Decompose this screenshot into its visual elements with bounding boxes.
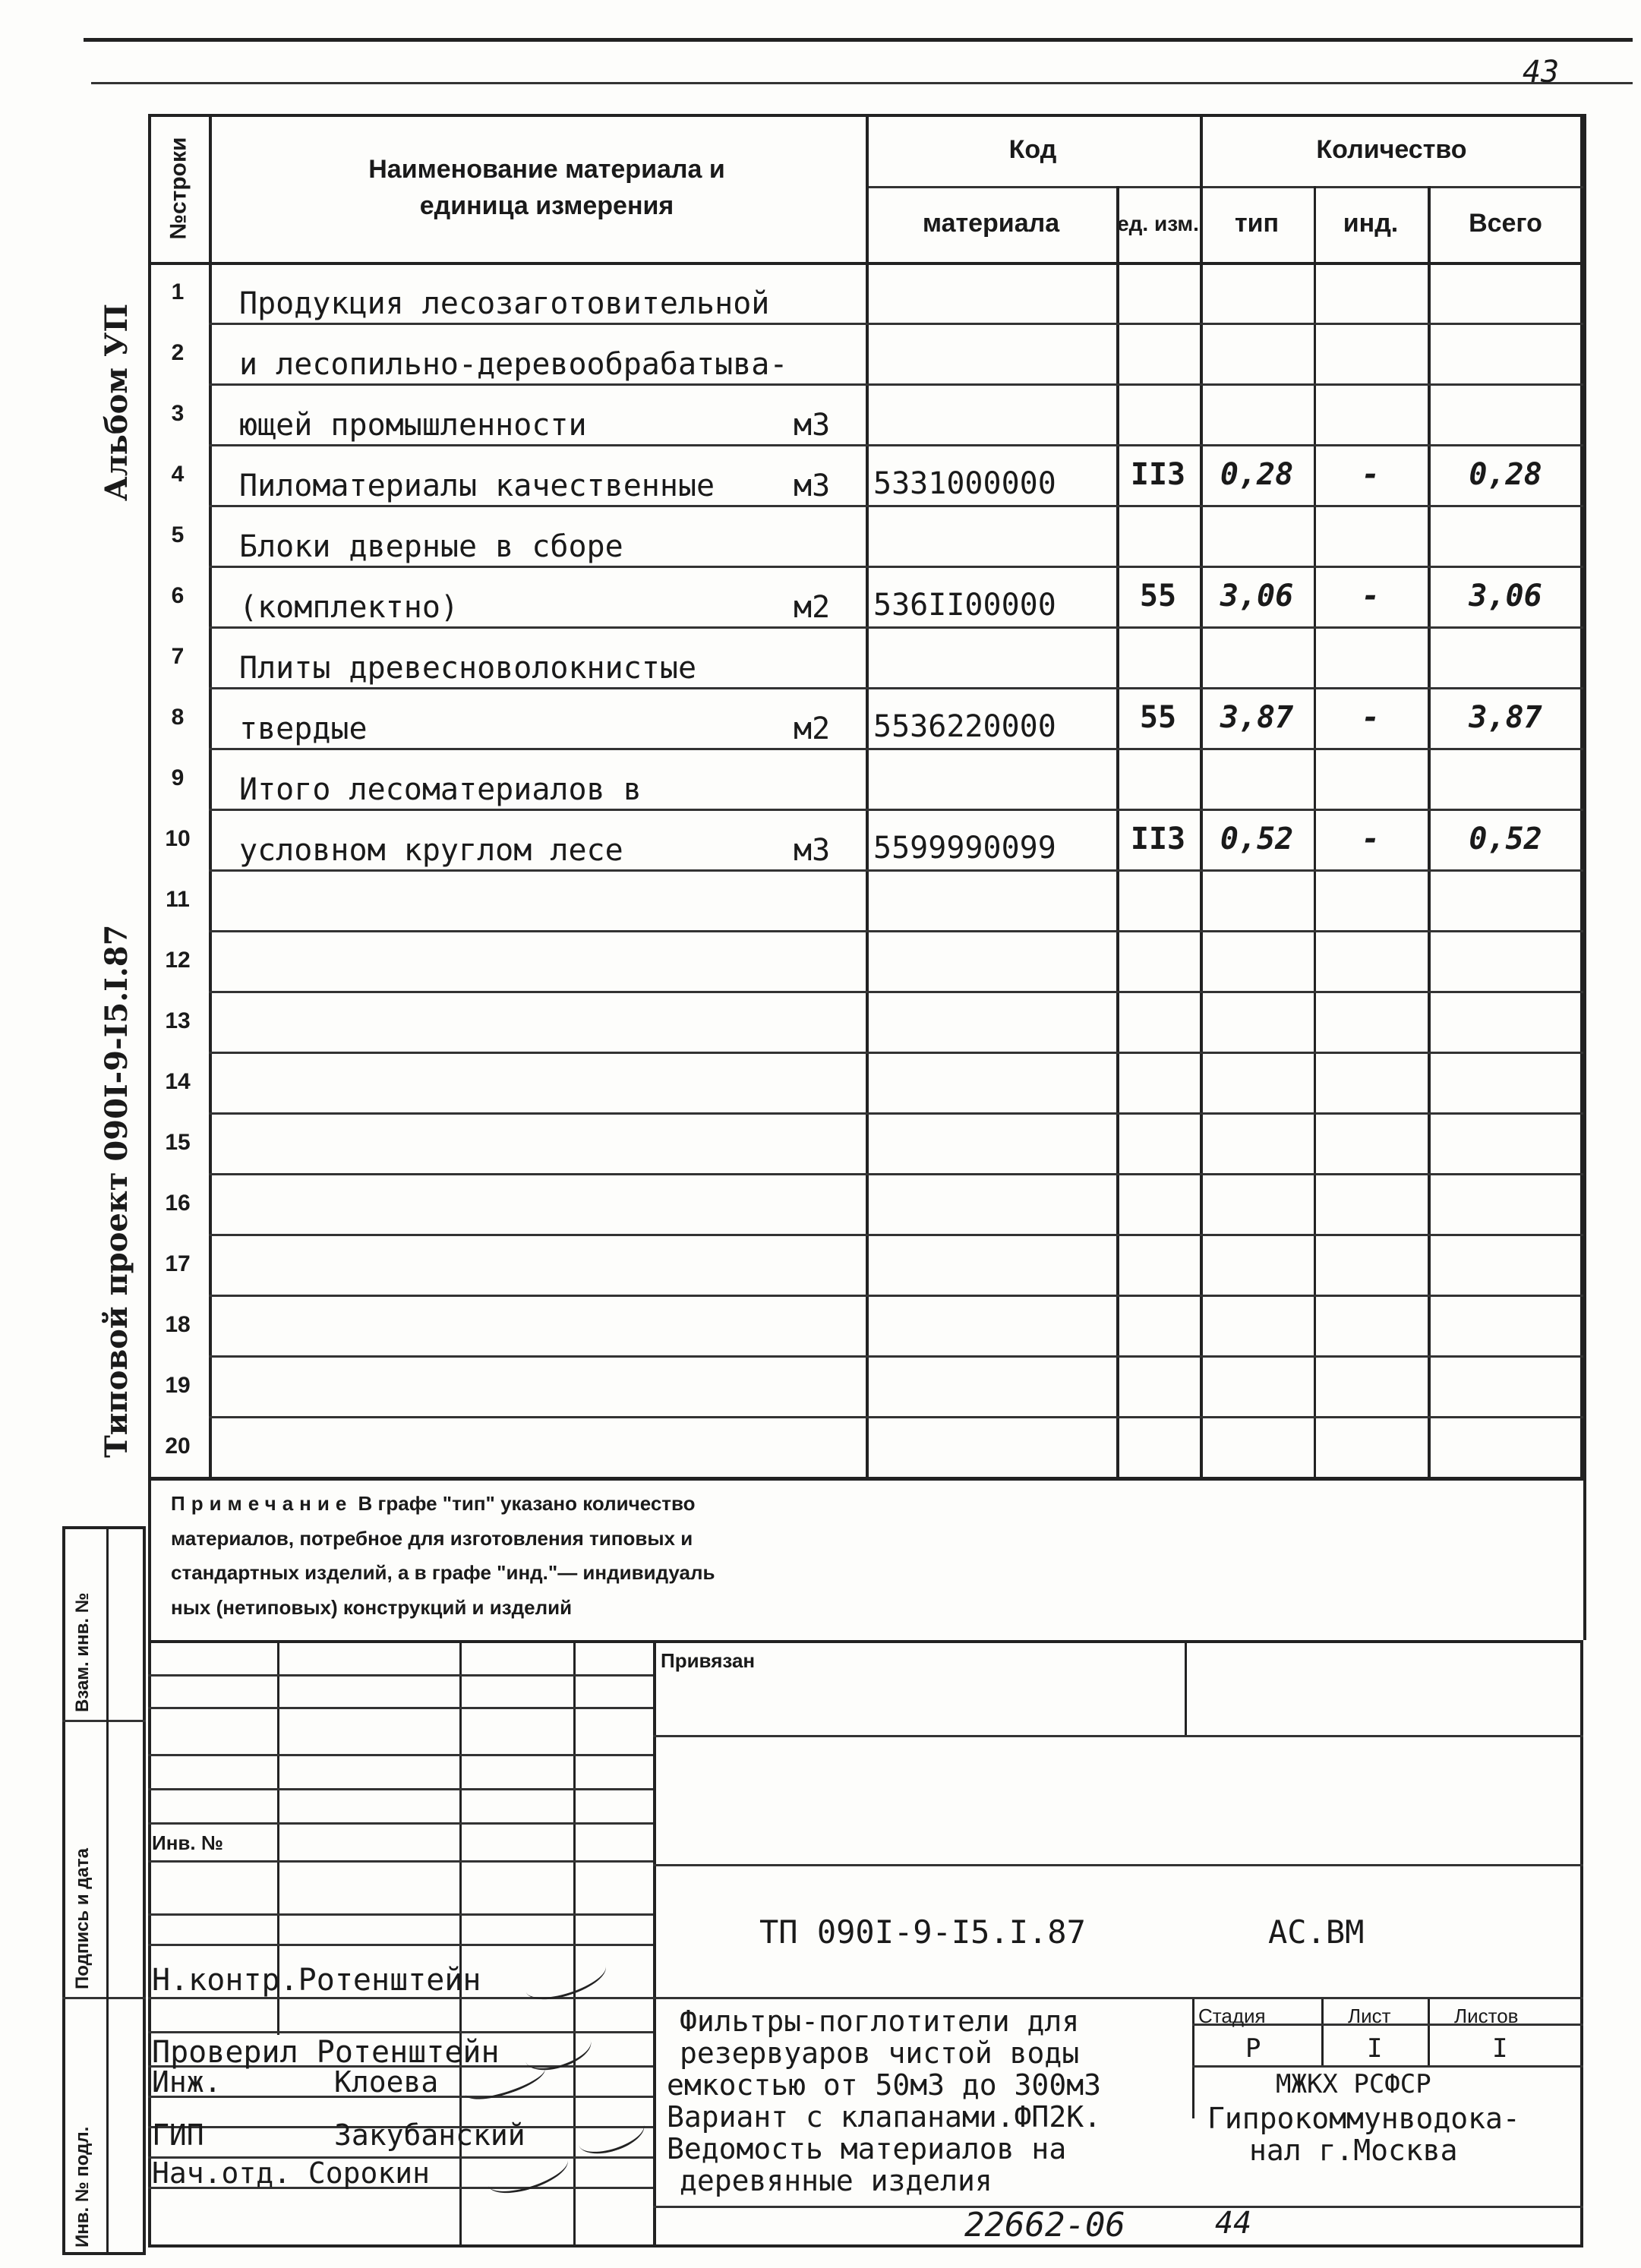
row-qty-typ: [1200, 1173, 1314, 1234]
title-block-line: [1192, 2065, 1583, 2068]
row-divider: [209, 444, 1583, 446]
section-code: АС.ВМ: [1268, 1913, 1365, 1951]
row-divider: [209, 1173, 1583, 1175]
row-qty-total: [1428, 626, 1583, 687]
row-qty-ind: [1314, 505, 1428, 566]
title-block-line: [148, 1860, 653, 1863]
title-block-line: [148, 1822, 653, 1825]
list-value: I: [1367, 2033, 1383, 2064]
row-qty-ind: [1314, 1355, 1428, 1416]
row-unit-code: [1116, 262, 1200, 323]
header-material: материала: [922, 209, 1060, 238]
title-block-line: [148, 1913, 653, 1916]
privyazan-label: Привязан: [661, 1649, 756, 1672]
row-number: 13: [165, 1008, 191, 1033]
row-number: 5: [171, 522, 185, 547]
row-name: Блоки дверные в сборе: [239, 529, 623, 564]
row-qty-total: [1428, 991, 1583, 1052]
row-unit-code: [1116, 505, 1200, 566]
row-divider: [209, 687, 1583, 689]
note-text-1: В графе "тип" указано количество: [352, 1492, 696, 1515]
row-divider: [209, 930, 1583, 932]
row-divider: [209, 383, 1583, 386]
row-qty-total: 3,87: [1469, 700, 1542, 735]
row-qty-ind: [1314, 383, 1428, 444]
row-number: 11: [166, 887, 190, 912]
row-qty-ind: [1314, 1295, 1428, 1355]
desc-3: емкостью от 50м3 до 300м3: [667, 2068, 1101, 2102]
row-divider: [209, 505, 1583, 507]
stadiya-label: Стадия: [1198, 2005, 1266, 2027]
row-divider: [209, 1112, 1583, 1115]
row-divider: [209, 1052, 1583, 1054]
row-qty-total: [1428, 1355, 1583, 1416]
table-bottom: [148, 1477, 1583, 1480]
row-qty-ind: [1314, 930, 1428, 991]
row-qty-ind: [1314, 1234, 1428, 1295]
row-qty-typ: [1200, 1112, 1314, 1173]
row-material-code: 536II00000: [873, 588, 1056, 623]
row-qty-total: [1428, 869, 1583, 930]
header-ind: инд.: [1343, 209, 1399, 238]
title-block-line: [148, 1707, 653, 1709]
title-block-line: [148, 1754, 653, 1756]
row-number: 18: [165, 1312, 191, 1337]
row-divider: [209, 991, 1583, 993]
row-qty-typ: 3,87: [1220, 700, 1294, 735]
row-number: 16: [165, 1191, 191, 1216]
nach-otd: Нач.отд. Сорокин: [152, 2156, 431, 2190]
row-qty-typ: [1200, 1234, 1314, 1295]
row-unit-code: [1116, 1234, 1200, 1295]
row-number: 10: [165, 826, 191, 851]
row-qty-typ: [1200, 748, 1314, 809]
podpis-data-label: Подпись и дата: [72, 1848, 93, 1989]
listov-label: Листов: [1454, 2005, 1519, 2027]
row-number: 20: [165, 1434, 191, 1459]
title-block-line: [653, 1735, 1583, 1737]
row-name: и лесопильно-деревообрабатыва-: [239, 347, 788, 382]
project-label: Типовой проект 090I-9-I5.I.87: [99, 924, 134, 1458]
row-unit-code: [1116, 1052, 1200, 1112]
footer-number: 44: [1215, 2206, 1252, 2241]
row-number: 14: [165, 1069, 191, 1094]
row-number: 19: [165, 1373, 191, 1398]
row-name: Итого лесоматериалов в: [239, 772, 642, 807]
header-typ: тип: [1234, 209, 1280, 238]
proveril: Проверил Ротенштейн: [152, 2035, 500, 2070]
row-material-code: 5536220000: [873, 709, 1056, 744]
row-name: (комплектно): [239, 590, 459, 625]
row-qty-total: [1428, 1234, 1583, 1295]
row-name: твердые: [239, 711, 368, 746]
row-qty-ind: [1314, 748, 1428, 809]
top-rule: [84, 38, 1633, 42]
note: [171, 1487, 1006, 1625]
row-qty-typ: [1200, 626, 1314, 687]
page-number: 43: [1523, 55, 1560, 90]
header-total: Всего: [1469, 209, 1542, 238]
row-divider: [209, 1234, 1583, 1236]
row-qty-typ: [1200, 1355, 1314, 1416]
footer-code: 22662-06: [964, 2206, 1125, 2244]
row-divider: [209, 1416, 1583, 1418]
header-quantity: Количество: [1316, 134, 1467, 164]
row-qty-total: [1428, 505, 1583, 566]
row-qty-typ: [1200, 1295, 1314, 1355]
row-unit-name: м2: [794, 590, 831, 625]
row-qty-total: [1428, 1112, 1583, 1173]
title-block-line: [148, 1788, 653, 1790]
desc-6: деревянные изделия: [680, 2164, 992, 2197]
vzam-inv-label: Взам. инв. №: [72, 1592, 93, 1712]
title-block-line: [653, 1864, 1583, 1866]
row-unit-name: м2: [794, 711, 831, 746]
row-qty-ind: [1314, 1173, 1428, 1234]
row-divider: [209, 809, 1583, 811]
note-text-3: стандартных изделий, а в графе "инд."— индивидуаль: [171, 1561, 715, 1584]
row-qty-ind: [1314, 626, 1428, 687]
row-qty-typ: [1200, 323, 1314, 383]
row-unit-code: [1116, 383, 1200, 444]
row-divider: [209, 566, 1583, 568]
row-material-code: 5331000000: [873, 466, 1056, 501]
row-number: 6: [171, 583, 185, 608]
row-number: 8: [171, 705, 185, 730]
row-number: 17: [165, 1251, 191, 1276]
row-qty-typ: [1200, 1416, 1314, 1477]
row-unit-code: 55: [1139, 579, 1177, 614]
row-qty-typ: [1200, 383, 1314, 444]
desc-4: Вариант с клапанами.ФП2К.: [667, 2100, 1101, 2134]
row-unit-code: [1116, 323, 1200, 383]
row-qty-typ: 3,06: [1220, 579, 1294, 614]
row-qty-ind: [1314, 323, 1428, 383]
row-qty-typ: [1200, 505, 1314, 566]
row-name: ющей промышленности: [239, 408, 587, 443]
row-divider: [209, 1295, 1583, 1297]
row-unit-code: [1116, 991, 1200, 1052]
listov-value: I: [1492, 2033, 1508, 2064]
row-number: 12: [165, 948, 191, 973]
row-unit-code: [1116, 1355, 1200, 1416]
org-line-3: нал г.Москва: [1249, 2134, 1458, 2167]
row-unit-name: м3: [794, 408, 831, 443]
row-unit-code: [1116, 748, 1200, 809]
row-qty-ind: -: [1361, 822, 1381, 856]
row-name: Пиломатериалы качественные: [239, 468, 715, 503]
title-block-line: [653, 1997, 1583, 1999]
gip-label: ГИП: [152, 2118, 204, 2152]
header-unit: ед. изм.: [1117, 211, 1199, 235]
row-unit-code: II3: [1130, 457, 1186, 492]
org-line-2: Гипрокоммунводока-: [1207, 2102, 1520, 2135]
desc-1: Фильтры-поглотители для: [680, 2005, 1080, 2038]
header-code: Код: [1008, 134, 1057, 164]
row-unit-code: 55: [1139, 700, 1177, 735]
row-divider: [209, 323, 1583, 325]
row-number: 4: [171, 462, 185, 487]
title-block-line: [148, 1944, 653, 1946]
org-line-1: МЖКХ РСФСР: [1276, 2069, 1431, 2099]
row-divider: [209, 748, 1583, 750]
row-qty-total: [1428, 748, 1583, 809]
row-unit-code: [1116, 1295, 1200, 1355]
row-name: Продукция лесозаготовительной: [239, 286, 770, 321]
row-qty-total: [1428, 262, 1583, 323]
row-qty-total: [1428, 383, 1583, 444]
row-name: условном круглом лесе: [239, 833, 623, 868]
header-row-no: №строки: [166, 137, 191, 239]
header-name: Наименование материала и единица измерения: [368, 154, 725, 220]
inv-no-label: Инв. №: [152, 1831, 223, 1854]
row-unit-code: [1116, 1112, 1200, 1173]
note-text-4: ных (нетиповых) конструкций и изделий: [171, 1595, 573, 1619]
row-qty-typ: [1200, 869, 1314, 930]
row-divider: [209, 626, 1583, 629]
stadiya-value: Р: [1245, 2033, 1261, 2064]
row-qty-ind: [1314, 869, 1428, 930]
row-qty-ind: [1314, 1416, 1428, 1477]
row-unit-code: [1116, 1173, 1200, 1234]
row-qty-total: [1428, 1295, 1583, 1355]
inv-podl-label: Инв. № подл.: [72, 2126, 93, 2247]
n-kontr: Н.контр.Ротенштейн: [152, 1963, 481, 1998]
row-qty-typ: [1200, 1052, 1314, 1112]
row-qty-ind: [1314, 1112, 1428, 1173]
note-text-2: материалов, потребное для изготовления типовых и: [171, 1526, 693, 1550]
designation: ТП 090I-9-I5.I.87: [759, 1913, 1086, 1951]
gip-name: Закубанский: [334, 2118, 525, 2152]
row-number: 7: [171, 644, 185, 669]
row-divider: [209, 1355, 1583, 1358]
row-qty-typ: 0,28: [1220, 457, 1294, 492]
row-unit-name: м3: [794, 833, 831, 868]
row-qty-total: 0,28: [1469, 457, 1542, 492]
desc-2: резервуаров чистой воды: [680, 2036, 1080, 2070]
row-qty-ind: -: [1361, 457, 1381, 492]
row-unit-code: II3: [1130, 822, 1186, 856]
row-unit-name: м3: [794, 468, 831, 503]
row-unit-code: [1116, 930, 1200, 991]
row-qty-total: [1428, 1173, 1583, 1234]
row-number: 9: [171, 765, 185, 790]
list-label: Лист: [1348, 2005, 1391, 2027]
top-rule-2: [91, 82, 1633, 84]
row-qty-typ: [1200, 991, 1314, 1052]
row-qty-ind: [1314, 262, 1428, 323]
row-unit-code: [1116, 869, 1200, 930]
row-qty-total: 0,52: [1469, 822, 1542, 856]
desc-5: Ведомость материалов на: [667, 2132, 1067, 2165]
row-qty-total: [1428, 1416, 1583, 1477]
row-number: 1: [171, 279, 185, 304]
row-unit-code: [1116, 626, 1200, 687]
row-qty-ind: [1314, 991, 1428, 1052]
row-number: 15: [165, 1130, 191, 1155]
title-block-line: [148, 1674, 653, 1677]
row-qty-typ: [1200, 930, 1314, 991]
row-qty-ind: -: [1361, 579, 1381, 614]
row-qty-ind: [1314, 1052, 1428, 1112]
row-qty-total: [1428, 323, 1583, 383]
row-qty-ind: -: [1361, 700, 1381, 735]
row-divider: [209, 869, 1583, 872]
row-number: 2: [171, 340, 185, 365]
row-material-code: 5599990099: [873, 831, 1056, 866]
inzh-name: Клоева: [334, 2065, 439, 2099]
row-qty-typ: [1200, 262, 1314, 323]
album-label: Альбом УП: [99, 303, 134, 501]
row-name: Плиты древесноволокнистые: [239, 651, 697, 686]
row-unit-code: [1116, 1416, 1200, 1477]
note-title: Примечание: [171, 1492, 353, 1515]
row-qty-total: [1428, 1052, 1583, 1112]
row-qty-total: 3,06: [1469, 579, 1542, 614]
row-qty-typ: 0,52: [1220, 822, 1294, 856]
row-qty-total: [1428, 930, 1583, 991]
inzh-label: Инж.: [152, 2065, 222, 2099]
row-number: 3: [171, 401, 185, 426]
